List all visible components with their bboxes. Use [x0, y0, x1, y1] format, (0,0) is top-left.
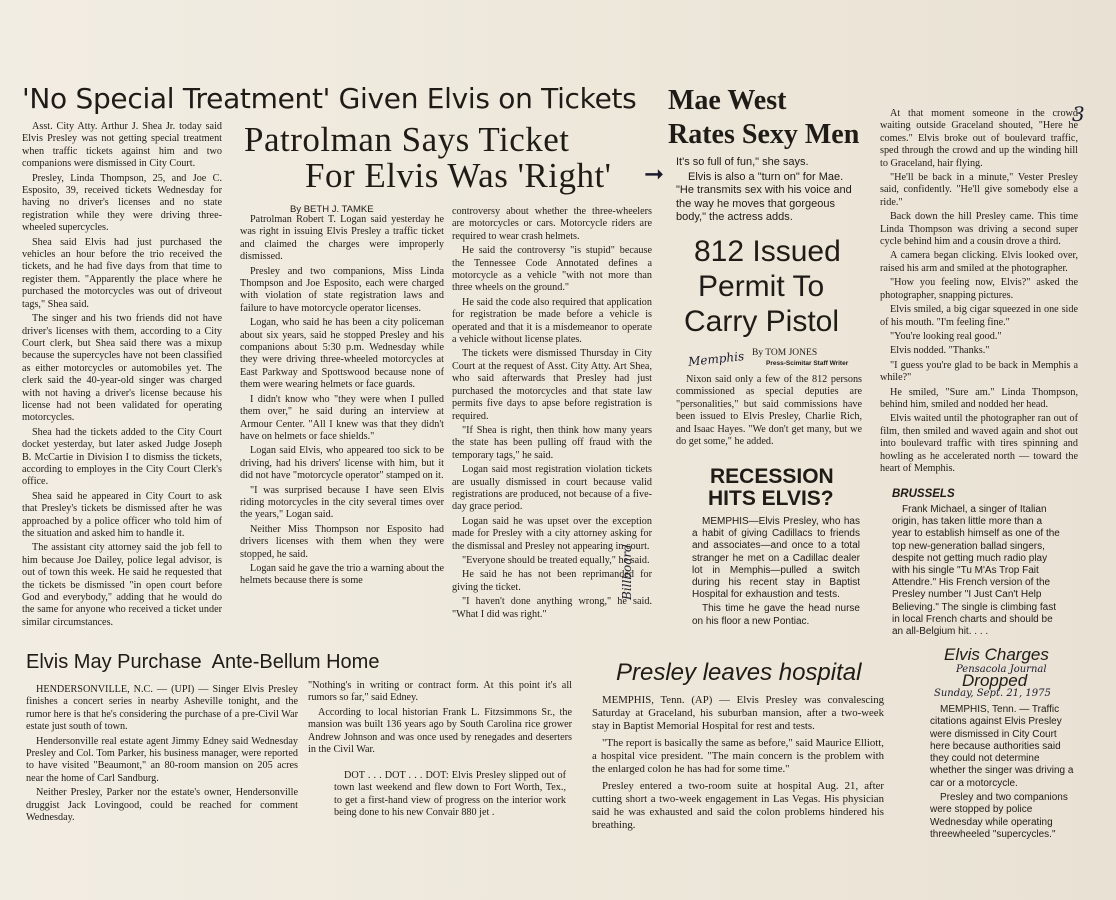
brussels-column: [892, 504, 1064, 640]
graceland-para: A camera began clicking. Elvis looked over, raised his arm and smiled at the photographer.: [880, 250, 1078, 274]
antebellum-para: Hendersonville real estate agent Jimmy Edney said Wednesday Presley and Col. Tom Parker, his business manager, were reported to have visited "Beaumont," an 80-room mansion on 205 acres near the home of Carl Sandburg.: [26, 735, 298, 784]
patrolman-para: "I was surprised because I have seen Elvis riding motorcycles in the city several times over the years," Logan said.: [240, 484, 444, 521]
brussels-dateline: BRUSSELS: [892, 488, 955, 500]
patrolman-para: Logan said most registration violation tickets are usually dismissed in court because valid registrations are produced, not because of a five-day grace period.: [452, 464, 652, 513]
maewest-para: Elvis is also a "turn on" for Mae. "He transmits sex with his voice and the way he moves that gorgeous body," the actress adds.: [676, 171, 852, 223]
graceland-para: Back down the hill Presley came. This time Linda Thompson was driving a second super cycle behind him and a cousin drove a third.: [880, 211, 1078, 248]
pistol-byline-sub: Press-Scimitar Staff Writer: [766, 360, 849, 367]
antebellum-para: "Nothing's in writing or contract form. At this point it's all rumors so far," said Edney.: [308, 680, 572, 704]
pistol-text: Nixon said only a few of the 812 persons commissioned as special deputies are "personalities," but said commissions have been issued to Elvis Presley, Charlie Rich, and Isaac Hayes. "We don't get many, but we do get some," he added.: [676, 374, 862, 448]
antebellum-column-2: [308, 680, 572, 758]
tickets-para: Shea had the tickets added to the City Court docket yesterday, but later asked Judge Joseph B. McCartie in Division I to dismiss the tickets, according to employes in the City Court Clerk's office.: [22, 426, 222, 488]
maewest-column: [676, 156, 860, 226]
tickets-para: Asst. City Atty. Arthur J. Shea Jr. today said Elvis Presley was not getting special treatment when traffic tickets against him and two companions were dismissed in City Court.: [22, 121, 222, 170]
pistol-headline-line3: Carry Pistol: [684, 305, 840, 338]
patrolman-para: Patrolman Robert T. Logan said yesterday he was right in issuing Elvis Presley a traffic ticket and claimed the charges were improperly dismissed.: [240, 214, 444, 263]
patrolman-headline-line1: Patrolman Says Ticket: [244, 120, 570, 159]
patrolman-para: Logan said Elvis, who appeared too sick to be driving, had his drivers' license with him, but it did not have "motorcycle operator" stamped on it.: [240, 445, 444, 482]
maewest-headline-line1: Mae West: [668, 85, 787, 116]
pistol-column: [676, 374, 862, 450]
pistol-handwritten-source: Memphis: [687, 349, 745, 369]
maewest-headline-line2: Rates Sexy Men: [668, 119, 860, 150]
graceland-para: Elvis nodded. "Thanks.": [890, 345, 990, 357]
hospital-para: MEMPHIS, Tenn. (AP) — Elvis Presley was convalescing Saturday at Graceland, his suburban mansion, after a two-week stay in Baptist Memorial Hospital for rest and tests.: [592, 694, 884, 732]
pistol-headline-line2: Permit To: [698, 270, 825, 303]
patrolman-para: He said he has not been reprimanded for giving the ticket.: [452, 569, 652, 593]
graceland-column: [880, 108, 1078, 477]
tickets-para: Presley, Linda Thompson, 25, and Joe C. Esposito, 39, received tickets Wednesday for having no driver's licenses and no state registration while they were driving three-wheeled supercycles.: [22, 172, 222, 234]
patrolman-byline: By BETH J. TAMKE: [290, 204, 374, 215]
patrolman-para: Logan said he gave the trio a warning about the helmets because there is some: [240, 562, 444, 587]
antebellum-headline: Elvis May Purchase Ante-Bellum Home: [26, 651, 380, 673]
graceland-para: At that moment someone in the crowd waiting outside Graceland shouted, "Here he comes." Elvis broke out of boulevard traffic, sped through the crowd and up the winding hill to Graceland, hair flying.: [880, 108, 1078, 169]
patrolman-para: Presley and two companions, Miss Linda Thompson and Joe Esposito, each were charged with violation of state registration laws and failure to have motorcycle operator licenses.: [240, 265, 444, 314]
dot-item-text: DOT . . . DOT . . . DOT: Elvis Presley slipped out of town last weekend and flew down to Fort Worth, Tex., to get a first-hand view of progress on the interior work being done to his new Convair 880 jet .: [334, 770, 566, 819]
tickets-column: [22, 121, 222, 631]
maewest-para: It's so full of fun," she says.: [676, 156, 809, 168]
charges-note-source: Pensacola Journal: [956, 664, 1047, 675]
graceland-para: "How you feeling now, Elvis?" asked the photographer, snapping pictures.: [880, 277, 1078, 301]
patrolman-para: Logan said he was upset over the exception made for Presley with a city attorney asking for the dismissal and Presley not appearing in court.: [452, 515, 652, 552]
tickets-headline: 'No Special Treatment' Given Elvis on Tickets: [22, 82, 637, 115]
graceland-para: Elvis waited until the photographer ran out of film, then smiled and waved again and shot out into boulevard traffic with tires spinning and howling as he accelerated north — toward the heart of Memphis.: [880, 413, 1078, 474]
recession-headline-line2: HITS ELVIS?: [708, 487, 834, 510]
hospital-column: [592, 694, 884, 834]
charges-para: MEMPHIS, Tenn. — Traffic citations against Elvis Presley were dismissed in City Court here because authorities said they could not determine whether the singer was driving a car or a motorcycle.: [930, 704, 1074, 789]
charges-column: [930, 704, 1076, 843]
patrolman-para: controversy about whether the three-wheelers are motorcycles or cars. Motorcycle riders are required to wear crash helmets.: [452, 206, 652, 242]
recession-column: [692, 516, 860, 630]
tickets-para: The assistant city attorney said the job fell to him because Joe Dailey, police legal advisor, is out of town this week. He said he requested that the tickets be dismissed "in open court before God and everybody," adding that he would do the same for anyone who received a ticket under similar circumstances.: [22, 542, 222, 628]
charges-para: Presley and two companions were stopped by police Wednesday while operating threewheeled "supercycles.": [930, 792, 1068, 840]
hospital-headline: Presley leaves hospital: [616, 659, 862, 686]
patrolman-para: "I haven't done anything wrong," he said. "What I did was right.": [452, 596, 652, 620]
recession-headline-line1: RECESSION: [710, 465, 834, 488]
graceland-para: "You're looking real good.": [890, 330, 1002, 342]
recession-para: MEMPHIS—Elvis Presley, who has a habit of giving Cadillacs to friends and associates—and once to a total stranger he met on a Cadillac dealer lot in Memphis—pulled a switch during his recent stay in Baptist Hospital for exhaustion and tests.: [692, 516, 860, 601]
hospital-para: "The report is basically the same as before," said Maurice Elliott, a hospital vice president. "The main concern is the problem with the enlarged colon he has had for some time.": [592, 737, 884, 775]
page-number: 3: [1072, 102, 1085, 126]
brussels-text: Frank Michael, a singer of Italian origin, has taken little more than a year to establish himself as one of the top new-generation ballad singers, despite not getting much radio play with his single "Tu M'As Trop Fait Attendre." His French version of the Presley number "I Just Can't Help Believing." The single is climbing fast in local French charts and should be an all-Belgium hit. . . .: [892, 504, 1060, 638]
graceland-para: Elvis smiled, a big cigar squeezed in one side of his mouth. "I'm feeling fine.": [880, 304, 1078, 328]
charges-note-date: Sunday, Sept. 21, 1975: [934, 688, 1051, 699]
graceland-para: "I guess you're glad to be back in Memphis a while?": [880, 359, 1078, 384]
patrolman-para: "Everyone should be treated equally," he said.: [462, 554, 650, 566]
pistol-byline: By TOM JONES: [752, 348, 818, 358]
pistol-headline-line1: 812 Issued: [694, 235, 841, 268]
antebellum-column-1: [26, 684, 298, 826]
graceland-para: He smiled, "Sure am." Linda Thompson, behind him, smiled and nodded her head.: [880, 386, 1078, 410]
charges-headline-line2: Dropped: [962, 671, 1028, 690]
hospital-para: Presley entered a two-room suite at hospital Aug. 21, after cutting short a two-week engagement in Las Vegas. His physician said he was exhausted and said the colon problems hindered his breathing.: [592, 780, 884, 831]
arrow-pen-icon: ➞: [644, 160, 665, 188]
patrolman-para: I didn't know who "they were when I pulled them over," he said during an interview at Armour Center. "All I knew was that they didn't have on helmets or face shields.": [240, 393, 444, 442]
antebellum-para: According to local historian Frank L. Fitzsimmons Sr., the mansion was built 136 years ago by South Carolina rice grower Andrew Johnson and was once used by renegades and deserters in the Civil War.: [308, 706, 572, 756]
tickets-para: Shea said Elvis had just purchased the vehicles an hour before the trio received the tickets, and he had five days from that time to register them. "Apparently the place where he purchased the motorcycles was out of driveout tags," Shea said.: [22, 236, 222, 310]
antebellum-para: HENDERSONVILLE, N.C. — (UPI) — Singer Elvis Presley finishes a concert series in nearby Asheville tonight, and the rumor here is that he's considering the purchase of a pre-Civil War estate just south of town.: [26, 684, 298, 733]
patrolman-headline-line2: For Elvis Was 'Right': [305, 156, 612, 195]
patrolman-para: He said the controversy "is stupid" because the Tennessee Code Annotated defines a motorcycle as a vehicle "with not more than three wheels on the ground.": [452, 245, 652, 294]
recession-handwritten-source: Billboard: [620, 544, 634, 600]
patrolman-para: He said the code also required that application for registration be made before a vehicle is operated and that it is a misdemeanor to operate a vehicle without license plates.: [452, 296, 652, 346]
patrolman-para: Logan, who said he has been a city policeman about six years, said he stopped Presley and his companions about 5:30 p.m. Wednesday while they were driving three-wheeled motorcycles at East Parkway and Spottswood because none of them were wearing helmets or face guards.: [240, 317, 444, 391]
antebellum-para: Neither Presley, Parker nor the estate's owner, Hendersonville druggist Jack Lovingood, could be reached for comment Wednesday.: [26, 787, 298, 824]
tickets-para: The singer and his two friends did not have driver's licenses with them, according to a City Court clerk, but Shea said there was a mixup because the supercycles have not been classified as either motorcycles or automobiles yet. The clerk said the 40-year-old singer was charged with not having a driver's license because his license had not been validated for operating motorcycles.: [22, 313, 222, 424]
patrolman-column-1: [240, 214, 444, 644]
graceland-para: "He'll be back in a minute," Vester Presley said, confidently. "He'll give somebody else a ride.": [880, 172, 1078, 208]
dot-item-column: [334, 770, 566, 822]
patrolman-para: The tickets were dismissed Thursday in City Court at the request of Asst. City Atty. Art Shea, who said afterwards that Presley had just purchased the motorcycles and that state law permits five days to apse before registration is required.: [452, 348, 652, 422]
patrolman-para: Neither Miss Thompson nor Esposito had drivers licenses with them when they were stopped, he said.: [240, 523, 444, 560]
charges-headline-line1: Elvis Charges: [944, 645, 1049, 664]
recession-para: This time he gave the head nurse on his floor a new Pontiac.: [692, 603, 860, 627]
patrolman-para: "If Shea is right, then think how many years the state has been pulling off fraud with the temporary tags," he said.: [452, 424, 652, 461]
tickets-para: Shea said he appeared in City Court to ask that Presley's tickets be dismissed after he was approached by a police officer who told him of the situation and asked him to handle it.: [22, 490, 222, 539]
